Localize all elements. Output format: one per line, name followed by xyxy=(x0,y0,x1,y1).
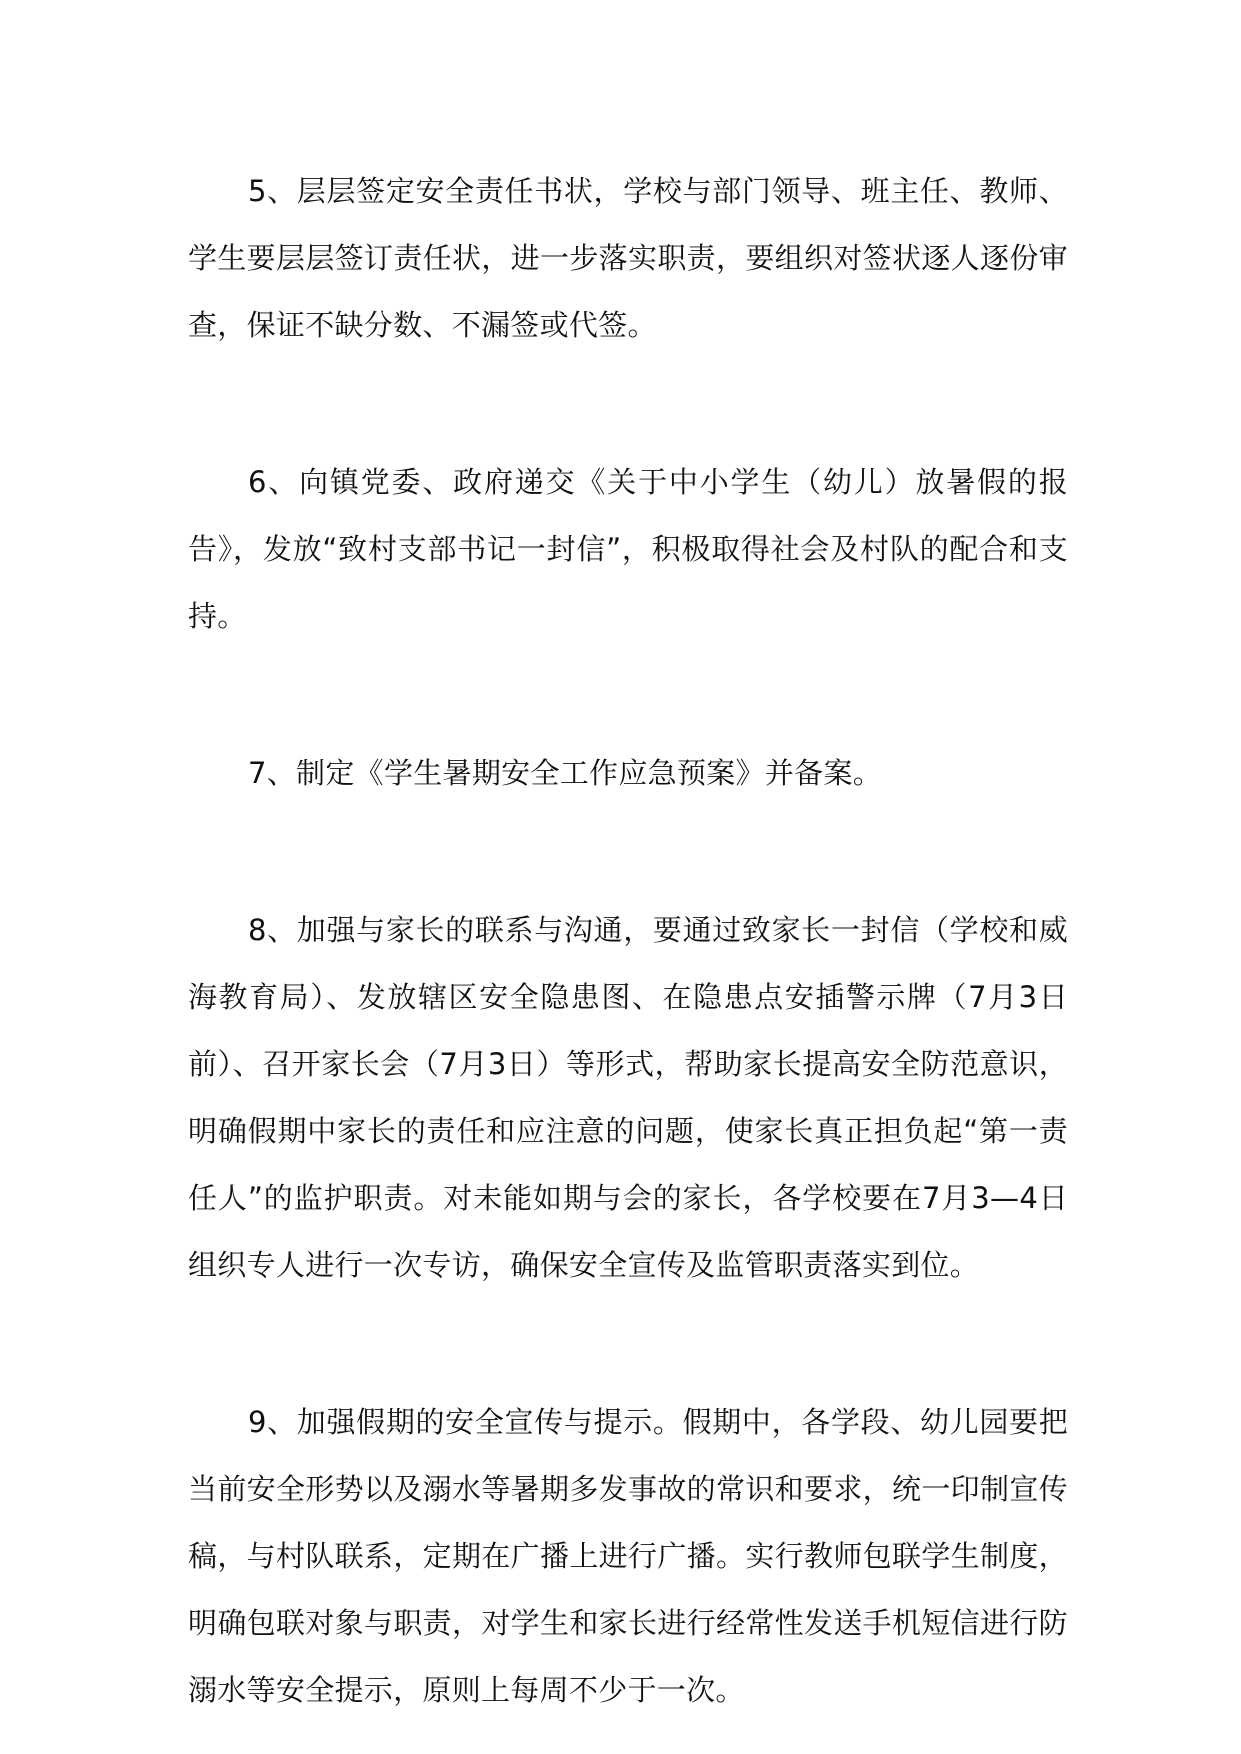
paragraph-item-5: 5、层层签定安全责任书状，学校与部门领导、班主任、教师、学生要层层签订责任状，进一步落实职责，要组织对签状逐人逐份审查，保证不缺分数、不漏签或代签。 xyxy=(188,174,1068,342)
paragraph-item-9: 9、加强假期的安全宣传与提示。假期中，各学段、幼儿园要把当前安全形势以及溺水等暑期多发事故的常识和要求，统一印制宣传稿，与村队联系，定期在广播上进行广播。实行教师包联学生制度，明确包联对象与职责，对学生和家长进行经常性发送手机短信进行防溺水等安全提示，原则上每周不少于一次。 xyxy=(188,1405,1068,1707)
document-body xyxy=(188,158,1068,1724)
paragraph-item-7: 7、制定《学生暑期安全工作应急预案》并备案。 xyxy=(248,756,883,790)
paragraph-item-6: 6、向镇党委、政府递交《关于中小学生（幼儿）放暑假的报告》，发放“致村支部书记一封信”，积极取得社会及村队的配合和支持。 xyxy=(188,465,1068,633)
paragraph-item-8: 8、加强与家长的联系与沟通，要通过致家长一封信（学校和威海教育局）、发放辖区安全隐患图、在隐患点安插警示牌（7月3日前）、召开家长会（7月3日）等形式，帮助家长提高安全防范意识，明确假期中家长的责任和应注意的问题，使家长真正担负起“第一责任人”的监护职责。对未能如期与会的家长，各学校要在7月3—4日组织专人进行一次专访，确保安全宣传及监管职责落实到位。 xyxy=(188,913,1068,1282)
